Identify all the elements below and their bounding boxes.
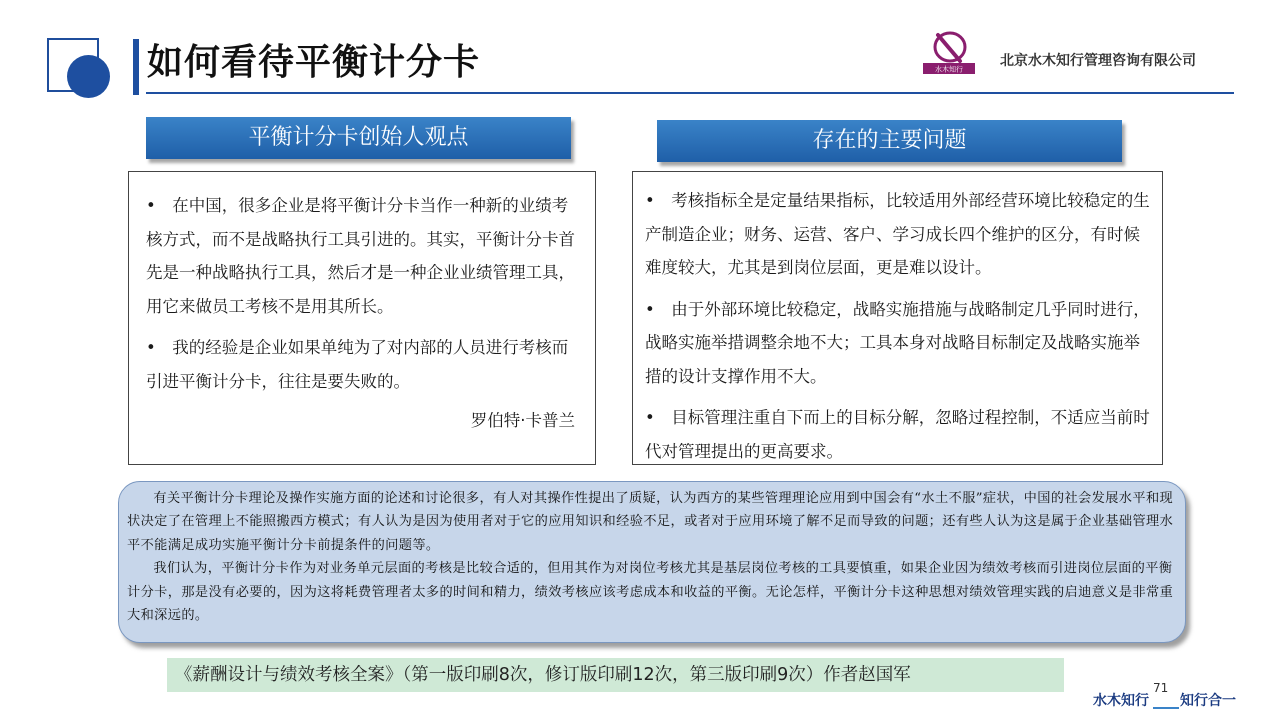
note-paragraph: 有关平衡计分卡理论及操作实施方面的论述和讨论很多，有人对其操作性提出了质疑，认为西方的某些管理理论应用到中国会有“水土不服”症状，中国的社会发展水平和现状决定了在管理上不能照搬西方模式；有人认为是因为使用者对于它的应用知识和经验不足，或者对于应用环境了解不足而导致的问题；还有些人认为这是属于企业基础管理水平不能满足成功实施平衡计分卡前提条件的问题等。 bbox=[127, 491, 1174, 553]
company-logo bbox=[920, 27, 976, 75]
page-number: 71 bbox=[1153, 681, 1169, 695]
quote-author: 罗伯特·卡普兰 bbox=[470, 411, 575, 430]
issue-bullet: • 由于外部环境比较稳定，战略实施措施与战略制定几乎同时进行，战略实施举措调整余地不大；工具本身对战略目标制定及战略实施举措的设计支撑作用不大。 bbox=[645, 299, 1150, 386]
footer-motto-left: 水木知行 bbox=[1093, 693, 1149, 709]
note-paragraph: 我们认为，平衡计分卡作为对业务单元层面的考核是比较合适的，但用其作为对岗位考核尤其是基层岗位考核的工具要慎重，如果企业因为绩效考核而引进岗位层面的平衡计分卡，那是没有必要的，因为这将耗费管理者太多的时间和精力，绩效考核应该考虑成本和收益的平衡。无论怎样，平衡计分卡这种思想对绩效管理实践的启迪意义是非常重大和深远的。 bbox=[127, 561, 1174, 624]
issue-bullet: • 考核指标全是定量结果指标，比较适用外部经营环境比较稳定的生产制造企业；财务、运营、客户、学习成长四个维护的区分，有时候难度较大，尤其是到岗位层面，更是难以设计。 bbox=[645, 191, 1150, 277]
book-source: 《薪酬设计与绩效考核全案》（第一版印刷8次，修订版印刷12次，第三版印刷9次）作者赵国军 bbox=[167, 658, 1064, 692]
title-accent-bar bbox=[133, 39, 139, 95]
issue-bullet: • 目标管理注重自下而上的目标分解，忽略过程控制，不适应当前时代对管理提出的更高要求。 bbox=[645, 408, 1150, 461]
founder-bullet: • 在中国，很多企业是将平衡计分卡当作一种新的业绩考核方式，而不是战略执行工具引进的。其实，平衡计分卡首先是一种战略执行工具，然后才是一种企业业绩管理工具，用它来做员工考核不是用其所长。 bbox=[146, 196, 575, 316]
decorative-circle bbox=[67, 55, 110, 98]
founder-view-box bbox=[128, 171, 596, 465]
left-panel-heading: 平衡计分卡创始人观点 bbox=[146, 117, 571, 159]
discussion-note bbox=[118, 481, 1186, 643]
main-issues-box bbox=[632, 171, 1163, 465]
page-title: 如何看待平衡计分卡 bbox=[147, 42, 481, 83]
founder-bullet: • 我的经验是企业如果单纯为了对内部的人员进行考核而引进平衡计分卡，往往是要失败的。 bbox=[146, 338, 569, 391]
footer-motto-right: 知行合一 bbox=[1180, 693, 1236, 709]
right-panel-heading: 存在的主要问题 bbox=[657, 120, 1122, 162]
company-name: 北京水木知行管理咨询有限公司 bbox=[1000, 53, 1196, 69]
logo-text: 水木知行 bbox=[935, 65, 963, 74]
footer-divider bbox=[1153, 707, 1179, 709]
header-divider bbox=[146, 92, 1234, 94]
